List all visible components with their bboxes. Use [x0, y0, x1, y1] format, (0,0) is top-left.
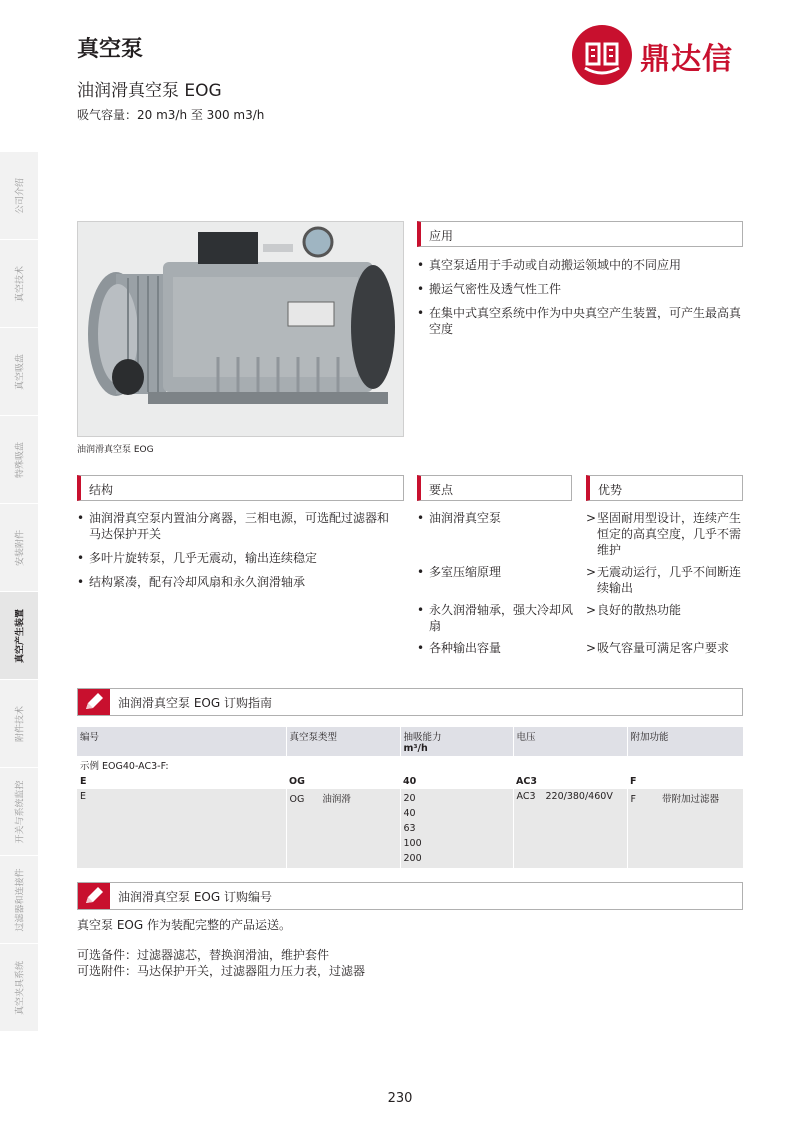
accessories-note: 可选附件：马达保护开关，过滤器阻力压力表，过滤器 [77, 964, 366, 978]
page-title: 真空泵 [77, 37, 144, 62]
logo-text: 鼎达信 [640, 42, 733, 77]
list-item: > 坚固耐用型设计，连续产生恒定的高真空度，几乎不需维护 [586, 510, 743, 558]
table-row: E OG 油润滑 20 40 63 100 200 AC3 220/380/460V F 带附加过滤器 [77, 789, 743, 868]
photo-caption: 油润滑真空泵 EOG [77, 445, 154, 455]
order-number-header [77, 882, 743, 910]
delivery-note: 真空泵 EOG 作为装配完整的产品运送。 [77, 918, 291, 932]
capacity-value: 200 [403, 853, 422, 864]
side-tab-label: 附件技术 [15, 705, 26, 742]
list-item: > 良好的散热功能 [586, 602, 743, 618]
page-number: 230 [387, 1091, 413, 1106]
side-tab-label: 真空吸盘 [15, 353, 26, 390]
order-guide-header [77, 688, 743, 716]
side-tab-label: 真空技术 [15, 265, 26, 302]
side-tab-label: 真空产生装置 [15, 608, 26, 663]
list-item: • 油润滑真空泵 [417, 510, 577, 526]
product-photo [77, 221, 404, 437]
side-tab[interactable] [0, 768, 38, 856]
logo-emblem-icon [567, 20, 637, 90]
col-code: 编号 [77, 727, 286, 756]
product-subtitle: 油润滑真空泵 EOG [77, 81, 222, 101]
vacuum-pump-image [78, 222, 404, 437]
application-list [417, 257, 743, 345]
capacity-value: 100 [403, 838, 422, 849]
order-guide-title: 油润滑真空泵 EOG 订购指南 [118, 695, 272, 710]
intake-capacity: 吸气容量：20 m3/h 至 300 m3/h [77, 108, 265, 122]
capacity-value: 40 [403, 808, 416, 819]
side-tab[interactable] [0, 856, 38, 944]
example-row: E OG 40 AC3 F [77, 774, 743, 789]
example-label: 示例 EOG40-AC3-F: [77, 756, 743, 774]
list-item: • 多室压缩原理 [417, 564, 577, 580]
side-tab-label: 特殊吸盘 [15, 441, 26, 478]
list-item: • 结构紧凑，配有冷却风扇和永久润滑轴承 [77, 574, 395, 590]
list-item: • 油润滑真空泵内置油分离器，三相电源，可选配过滤器和马达保护开关 [77, 510, 395, 542]
side-tab[interactable] [0, 328, 38, 416]
side-tab-label: 开关与系统监控 [15, 779, 26, 844]
capacity-unit: m³/h [403, 743, 428, 754]
list-item: • 真空泵适用于手动或自动搬运领域中的不同应用 [417, 257, 743, 273]
structure-heading: 结构 [77, 475, 404, 501]
order-number-title: 油润滑真空泵 EOG 订购编号 [118, 889, 272, 904]
pencil-icon [78, 883, 110, 909]
capacity-value: 20 [403, 793, 416, 804]
application-heading: 应用 [417, 221, 743, 247]
col-type: 真空泵类型 [286, 727, 400, 756]
capacity-values [400, 789, 513, 868]
list-item: • 永久润滑轴承，强大冷却风扇 [417, 602, 577, 634]
list-item: • 各种输出容量 [417, 640, 577, 656]
side-tab[interactable] [0, 152, 38, 240]
advantages-heading: 优势 [586, 475, 743, 501]
col-capacity: 抽吸能力 m³/h [400, 727, 513, 756]
side-tab-label: 过滤器和连接件 [15, 867, 26, 932]
spare-parts-note: 可选备件：过滤器滤芯，替换润滑油，维护套件 [77, 948, 330, 962]
side-tab[interactable] [0, 240, 38, 328]
list-item: • 搬运气密性及透气性工件 [417, 281, 743, 297]
col-extra: 附加功能 [627, 727, 743, 756]
pencil-icon [78, 689, 110, 715]
col-voltage: 电压 [513, 727, 627, 756]
structure-list [77, 510, 395, 598]
side-tab-label: 安装附件 [15, 529, 26, 566]
side-tab[interactable] [0, 504, 38, 592]
side-tab[interactable] [0, 944, 38, 1032]
list-item: • 在集中式真空系统中作为中央真空产生装置，可产生最高真空度 [417, 305, 743, 337]
side-tab[interactable] [0, 680, 38, 768]
order-guide-table [77, 727, 743, 868]
list-item: • 多叶片旋转泵，几乎无震动，输出连续稳定 [77, 550, 395, 566]
side-tab-label: 真空夹具系统 [15, 960, 26, 1015]
side-tab[interactable] [0, 416, 38, 504]
side-tab[interactable] [0, 592, 38, 680]
list-item: > 吸气容量可满足客户要求 [586, 640, 743, 656]
side-tab-label: 公司介绍 [15, 177, 26, 214]
list-item: > 无震动运行，几乎不间断连续输出 [586, 564, 743, 596]
capacity-value: 63 [403, 823, 416, 834]
keypoints-heading: 要点 [417, 475, 572, 501]
brand-logo [567, 20, 637, 90]
